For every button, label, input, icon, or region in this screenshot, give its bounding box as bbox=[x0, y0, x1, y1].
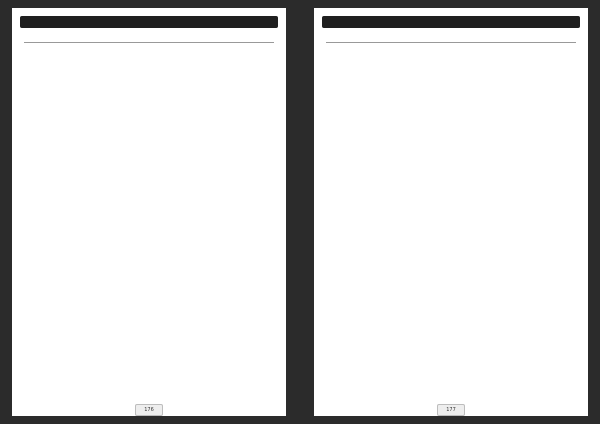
left-page bbox=[12, 8, 286, 416]
left-page-banner-title bbox=[20, 16, 278, 28]
left-footnotes bbox=[24, 42, 274, 45]
right-page-body bbox=[326, 39, 576, 397]
page-number: 176 bbox=[135, 404, 163, 416]
right-page-banner bbox=[322, 16, 580, 28]
right-page-issue-line bbox=[322, 29, 580, 37]
right-footnotes bbox=[326, 42, 576, 45]
left-page-body bbox=[24, 39, 274, 397]
page-number: 177 bbox=[437, 404, 465, 416]
right-page-banner-title bbox=[322, 16, 580, 28]
left-page-folio bbox=[12, 398, 286, 413]
left-page-banner bbox=[20, 16, 278, 28]
left-page-section-title bbox=[20, 29, 278, 37]
right-page-folio bbox=[314, 398, 588, 413]
right-page bbox=[314, 8, 588, 416]
